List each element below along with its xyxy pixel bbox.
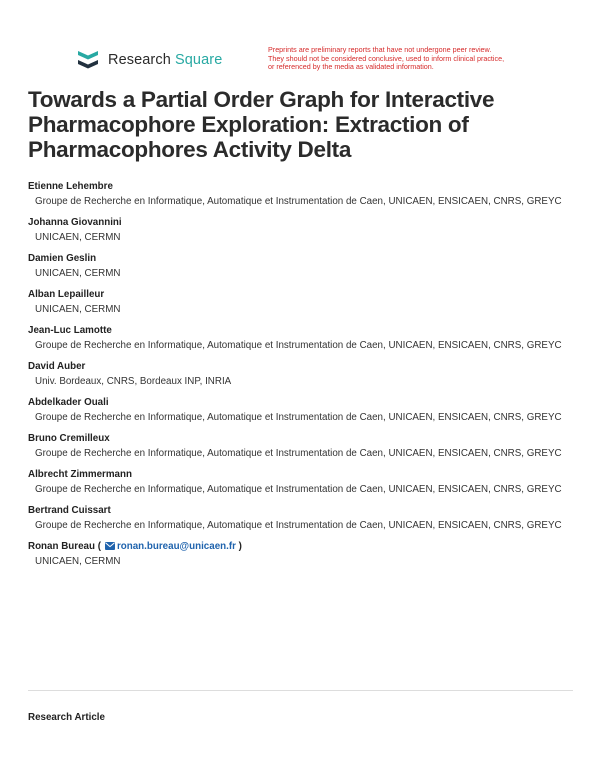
author-name: Alban Lepailleur	[28, 289, 105, 300]
author-affiliation: UNICAEN, CERMN	[35, 304, 121, 315]
author-name: Johanna Giovannini	[28, 217, 122, 228]
author-entry	[28, 397, 573, 427]
author-entry-corresponding	[28, 541, 573, 571]
author-affiliation: UNICAEN, CERMN	[35, 232, 121, 243]
logo-wordmark-accent: Square	[175, 52, 223, 68]
disclaimer-line: Preprints are preliminary reports that have not undergone peer review.	[268, 45, 492, 54]
author-affiliation: Groupe de Recherche en Informatique, Automatique et Instrumentation de Caen, UNICAEN, ENSICAEN, CNRS, GREYC	[35, 412, 562, 423]
email-paren-open: (	[97, 541, 101, 552]
author-affiliation: Groupe de Recherche en Informatique, Automatique et Instrumentation de Caen, UNICAEN, ENSICAEN, CNRS, GREYC	[35, 484, 562, 495]
preprint-disclaimer	[268, 46, 578, 72]
author-affiliation: Groupe de Recherche en Informatique, Automatique et Instrumentation de Caen, UNICAEN, ENSICAEN, CNRS, GREYC	[35, 340, 562, 351]
disclaimer-line: They should not be considered conclusive, used to inform clinical practice,	[268, 53, 505, 63]
author-name: Damien Geslin	[28, 253, 97, 264]
logo-wordmark	[108, 52, 222, 68]
author-entry	[28, 469, 573, 499]
author-entry	[28, 253, 573, 283]
author-affiliation: Groupe de Recherche en Informatique, Automatique et Instrumentation de Caen, UNICAEN, ENSICAEN, CNRS, GREYC	[35, 448, 562, 459]
logo-wordmark-primary: Research	[108, 52, 171, 68]
author-name	[28, 541, 573, 553]
paper-title: Towards a Partial Order Graph for Interactive Pharmacophore Exploration: Extraction of Pharmacophores Activity Delta	[28, 87, 495, 162]
author-name: Abdelkader Ouali	[28, 397, 109, 408]
author-entry	[28, 361, 573, 391]
section-divider	[28, 690, 573, 691]
author-affiliation: Groupe de Recherche en Informatique, Automatique et Instrumentation de Caen, UNICAEN, ENSICAEN, CNRS, GREYC	[35, 520, 562, 531]
author-name: Etienne Lehembre	[28, 181, 113, 192]
author-entry	[28, 181, 573, 211]
email-paren-close: )	[235, 541, 242, 552]
author-affiliation: Univ. Bordeaux, CNRS, Bordeaux INP, INRIA	[35, 376, 232, 387]
research-square-logo[interactable]	[76, 49, 222, 71]
author-name-text: Ronan Bureau	[28, 541, 95, 552]
author-email-link[interactable]: ronan.bureau@unicaen.fr	[116, 541, 236, 552]
research-square-logo-icon	[76, 49, 100, 71]
author-name: Bruno Cremilleux	[28, 433, 110, 444]
page-header	[0, 0, 600, 80]
author-entry	[28, 505, 573, 535]
author-entry	[28, 217, 573, 247]
author-name: David Auber	[28, 361, 86, 372]
author-name: Bertrand Cuissart	[28, 505, 111, 516]
author-name: Albrecht Zimmermann	[28, 469, 132, 480]
author-affiliation: UNICAEN, CERMN	[35, 556, 121, 567]
disclaimer-line: or referenced by the media as validated information.	[268, 62, 434, 72]
article-type-label: Research Article	[28, 712, 105, 723]
author-affiliation: UNICAEN, CERMN	[35, 268, 121, 279]
author-affiliation: Groupe de Recherche en Informatique, Automatique et Instrumentation de Caen, UNICAEN, ENSICAEN, CNRS, GREYC	[35, 196, 562, 207]
author-entry	[28, 433, 573, 463]
envelope-icon	[105, 542, 115, 550]
author-list	[28, 181, 573, 571]
author-entry	[28, 289, 573, 319]
author-name: Jean-Luc Lamotte	[28, 325, 112, 336]
author-entry	[28, 325, 573, 355]
